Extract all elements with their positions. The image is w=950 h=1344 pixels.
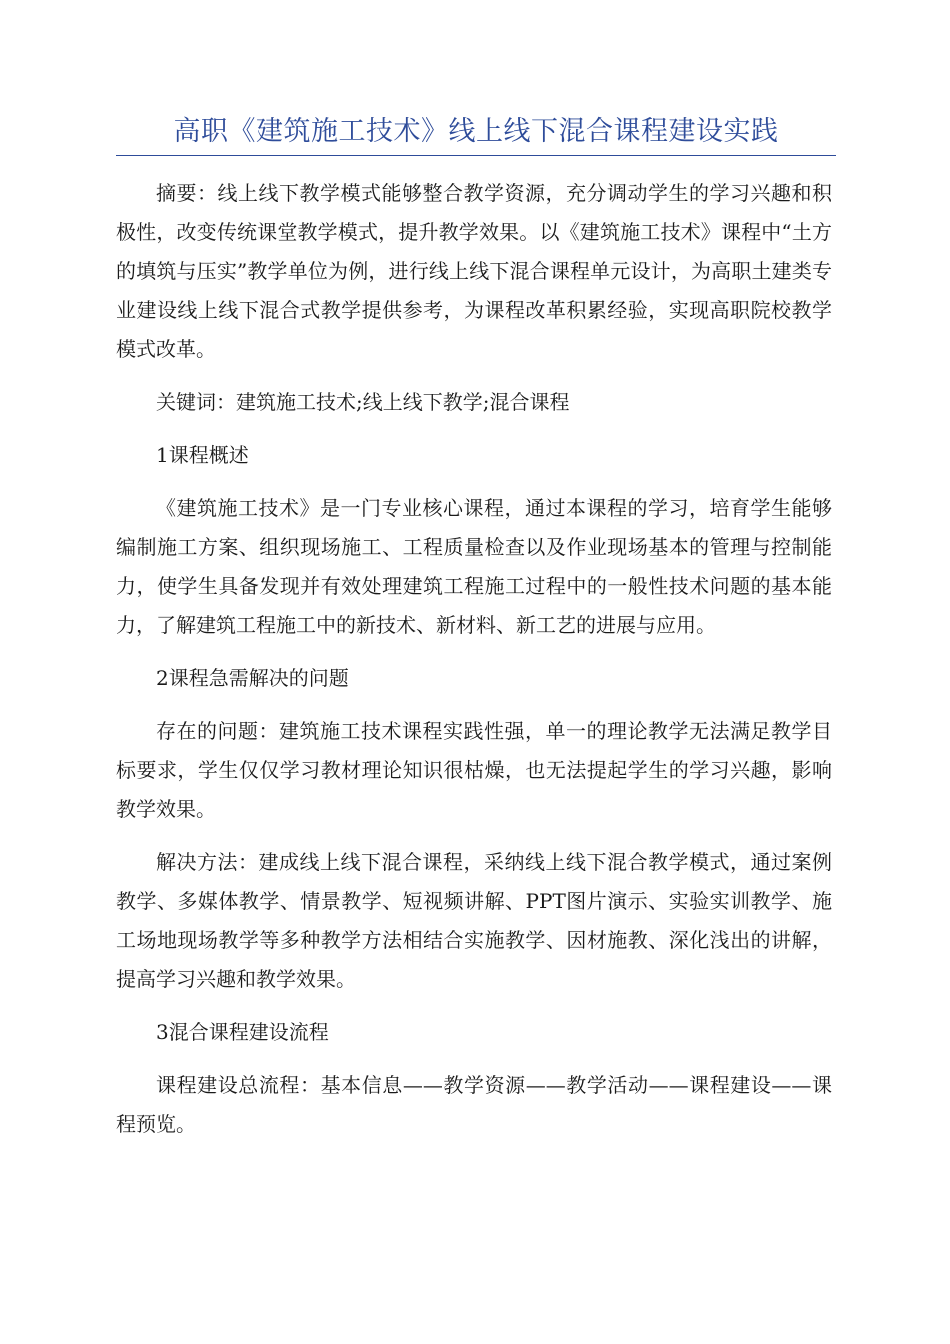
keywords-paragraph: 关键词：建筑施工技术;线上线下教学;混合课程 [156, 390, 570, 414]
section-3-paragraph-1: 课程建设总流程：基本信息——教学资源——教学活动——课程建设——课程预览。 [116, 1073, 832, 1136]
section-2-heading: 2课程急需解决的问题 [156, 666, 349, 690]
section-2-paragraph-1: 存在的问题：建筑施工技术课程实践性强，单一的理论教学无法满足教学目标要求，学生仅仅学习教材理论知识很枯燥，也无法提起学生的学习兴趣，影响教学效果。 [116, 719, 832, 821]
section-2-paragraph-2: 解决方法：建成线上线下混合课程，采纳线上线下混合教学模式，通过案例教学、多媒体教学、情景教学、短视频讲解、PPT图片演示、实验实训教学、施工场地现场教学等多种教学方法相结合实施教学、因材施教、深化浅出的讲解，提高学习兴趣和教学效果。 [116, 850, 832, 991]
section-3-heading: 3混合课程建设流程 [156, 1020, 329, 1044]
section-1-heading: 1课程概述 [156, 443, 249, 467]
section-1-paragraph-1: 《建筑施工技术》是一门专业核心课程，通过本课程的学习，培育学生能够编制施工方案、组织现场施工、工程质量检查以及作业现场基本的管理与控制能力，使学生具备发现并有效处理建筑工程施工过程中的一般性技术问题的基本能力，了解建筑工程施工中的新技术、新材料、新工艺的进展与应用。 [116, 496, 832, 637]
title-underline [116, 155, 836, 156]
document-title: 高职《建筑施工技术》线上线下混合课程建设实践 [173, 116, 779, 147]
abstract-paragraph: 摘要：线上线下教学模式能够整合教学资源，充分调动学生的学习兴趣和积极性，改变传统课堂教学模式，提升教学效果。以《建筑施工技术》课程中“土方的填筑与压实”教学单位为例，进行线上线下混合课程单元设计，为高职土建类专业建设线上线下混合式教学提供参考，为课程改革积累经验，实现高职院校教学模式改革。 [116, 181, 832, 361]
document-body [116, 174, 832, 1158]
